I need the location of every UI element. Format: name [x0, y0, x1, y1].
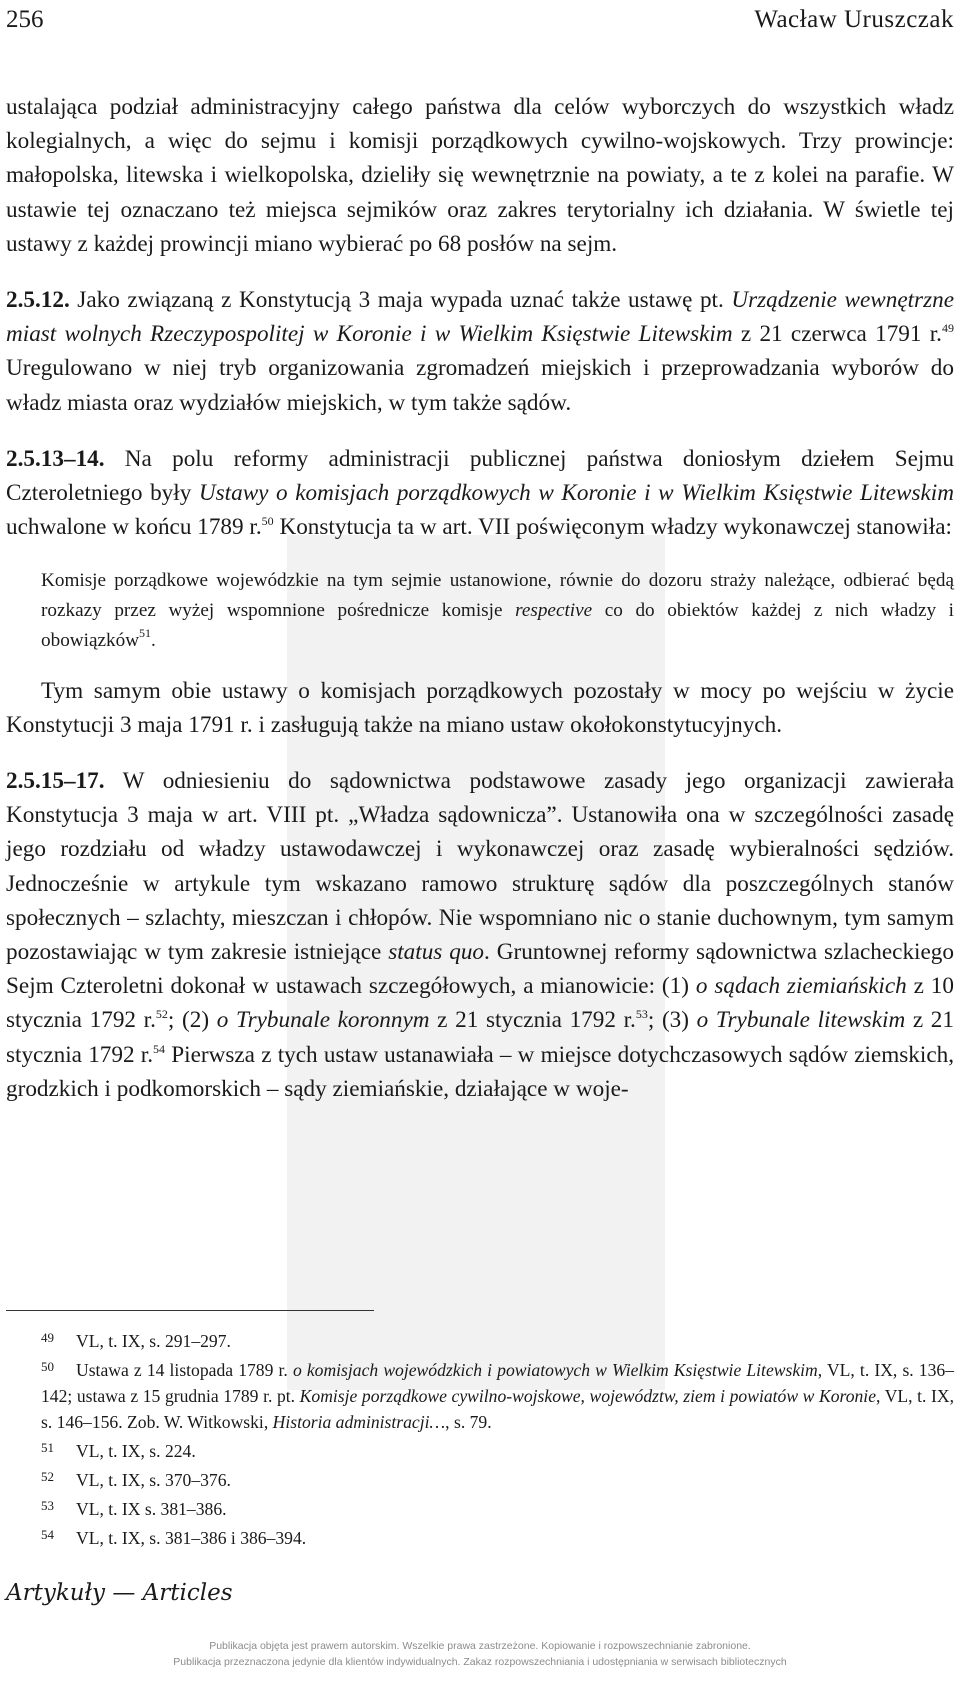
section-number: 2.5.15–17.: [6, 767, 105, 794]
footnote-text: VL, t. IX, s. 291–297.: [76, 1331, 231, 1351]
paragraph-1: [6, 90, 954, 261]
footnote-number: 52: [41, 1469, 54, 1484]
italic-term: status quo: [388, 938, 485, 965]
running-header: [6, 6, 954, 36]
text-run: uchwalone w końcu 1789 r.: [6, 514, 262, 541]
paragraph-1-text: ustalająca podział administracyjny całego państwa dla celów wyborczych do wszystkich władz kolegialnych, a więc do sejmu i komisji porządkowych cywilno-wojskowych. Trzy prowincje: małopolska, litewska i wielkopolska, dzieliły się wewnętrznie na powiaty, a te z kolei na parafie. W ustawie tej oznaczano też miejsca sejmików oraz zakres terytorialny ich działania. W świetle tej ustawy z każdej prowincji miano wybierać po 68 posłów na sejm.: [6, 94, 954, 257]
text-run: Jako związaną z Konstytucją 3 maja wypada uznać także ustawę pt.: [69, 287, 732, 314]
text-run: Pierwsza z tych ustaw ustanawiała – w miejsce dotychczasowych sądów ziemskich, grodzkich i podkomorskich – sądy ziemiańskie, działające w woje-: [6, 1041, 955, 1102]
footnote-text: VL, t. IX, s. 224.: [76, 1441, 196, 1461]
footnote-number: 50: [41, 1359, 54, 1374]
footnote-52: [6, 1464, 954, 1493]
text-run: co do obiektów każdej z nich władzy i obowiązków: [41, 600, 954, 651]
footnote-ref: 52: [155, 1007, 168, 1022]
footnote-54: [6, 1522, 954, 1551]
text-run: Uregulowano w niej tryb organizowania zgromadzeń miejskich i przeprowadzania wyborów do władz miasta oraz wydziałów miejskich, w tym także sądów.: [6, 355, 954, 416]
text-run: . Gruntownej reformy sądownictwa szlacheckiego Sejm Czteroletni dokonał w ustawach szczegółowych, a mianowicie: (1): [6, 938, 954, 1000]
footnote-ref: 53: [635, 1007, 648, 1022]
footnote-italic: o komisjach wojewódzkich i powiatowych w Wielkim Księstwie Litewskim: [292, 1360, 818, 1380]
copyright-line-1: Publikacja objęta jest prawem autorskim. Wszelkie prawa zastrzeżone. Kopiowanie i rozpowszechnianie zabronione.: [209, 1640, 751, 1652]
text-run: z 21 stycznia 1792 r.: [6, 1007, 954, 1068]
section-number: 2.5.13–14.: [6, 445, 105, 472]
paragraph-2-5-13-14: [6, 442, 954, 545]
act-title: o Trybunale litewskim: [696, 1007, 906, 1034]
footnote-text: , VL, t. IX, s. 146–156. Zob. W. Witkowski,: [41, 1386, 954, 1432]
paragraph-4: [6, 674, 954, 742]
text-run: Na polu reformy administracji publicznej państwa doniosłym dziełem Sejmu Czteroletniego były: [6, 445, 954, 507]
footnote-ref: 51: [139, 625, 152, 640]
text-run: z 21 stycznia 1792 r.: [429, 1007, 636, 1034]
footnote-number: 54: [41, 1527, 54, 1542]
page-number: 256: [6, 6, 44, 33]
act-title: o Trybunale koronnym: [216, 1007, 430, 1034]
italic-term: respective: [515, 600, 593, 622]
footnote-text: , s. 79.: [445, 1412, 492, 1432]
text-run: Komisje porządkowe wojewódzkie na tym sejmie ustanowione, równie do dozoru straży należące, odbierać będą rozkazy przez wyżej wspomnione pośrednicze komisje: [41, 570, 954, 622]
footnote-50: [6, 1354, 954, 1435]
footnote-text: VL, t. IX, s. 370–376.: [76, 1470, 231, 1490]
act-title: Ustawy o komisjach porządkowych w Koronie i w Wielkim Księstwie Litewskim: [198, 480, 954, 507]
text-run: z 10 stycznia 1792 r.: [6, 973, 954, 1034]
footnote-text: VL, t. IX, s. 381–386 i 386–394.: [76, 1528, 307, 1548]
footnote-ref: 50: [261, 514, 274, 529]
text-run: z 21 czerwca 1791 r.: [732, 321, 942, 348]
footnote-italic: Komisje porządkowe cywilno-wojskowe, województw, ziem i powiatów w Koronie: [299, 1386, 877, 1406]
footnote-text: Ustawa z 14 listopada 1789 r.: [76, 1360, 293, 1380]
footnote-ref: 54: [153, 1041, 166, 1056]
act-title: Urządzenie wewnętrzne miast wolnych Rzeczypospolitej w Koronie i w Wielkim Księstwie Litewskim: [6, 287, 954, 348]
copyright-line-2: Publikacja przeznaczona jedynie dla klientów indywidualnych. Zakaz rozpowszechniania i udostępniania w serwisach bibliotecznych: [173, 1656, 787, 1668]
footnote-number: 49: [41, 1330, 54, 1345]
footnote-divider: [6, 1310, 374, 1311]
copyright-notice: [0, 1638, 960, 1670]
footnote-ref: 49: [941, 321, 954, 336]
footnote-number: 51: [41, 1440, 54, 1455]
act-title: o sądach ziemiańskich: [695, 973, 907, 1000]
footnote-51: [6, 1435, 954, 1464]
footnote-49: [6, 1325, 954, 1354]
section-number: 2.5.12.: [6, 287, 70, 314]
block-quote: [41, 566, 954, 655]
footnote-italic: Historia administracji…: [272, 1412, 446, 1432]
paragraph-4-text: Tym samym obie ustawy o komisjach porządkowych pozostały w mocy po wejściu w życie Konstytucji 3 maja 1791 r. i zasługują także na miano ustaw okołokonstytucyjnych.: [6, 677, 954, 738]
journal-section-label: Artykuły — Articles: [6, 1580, 233, 1606]
footnote-number: 53: [41, 1498, 54, 1513]
main-text: [6, 90, 954, 1128]
text-run: W odniesieniu do sądownictwa podstawowe zasady jego organizacji zawierała Konstytucja 3 maja w art. VIII pt. „Władza sądownicza”. Ustanowiła ona w szczególności zasadę jego rozdziału od władzy ustawodawczej i wykonawczej oraz zasadę wybieralności sędziów. Jednocześnie w artykule tym wskazano ramowo strukturę sądów dla poszczególnych stanów społecznych – szlachty, mieszczan i chłopów. Nie wspomniano nic o stanie duchownym, tym samym pozostawiając w tym zakresie istniejące: [6, 767, 954, 965]
text-run: .: [151, 629, 156, 651]
footnote-text: , VL, t. IX, s. 136–142; ustawa z 15 grudnia 1789 r. pt.: [41, 1360, 954, 1406]
text-run: ; (3): [647, 1007, 697, 1034]
footnotes: [6, 1325, 954, 1551]
text-run: Konstytucja ta w art. VII poświęconym władzy wykonawczej stanowiła:: [273, 514, 952, 541]
footnote-text: VL, t. IX s. 381–386.: [76, 1499, 227, 1519]
paragraph-2-5-15-17: [6, 764, 954, 1106]
footnote-53: [6, 1493, 954, 1522]
paragraph-2-5-12: [6, 283, 954, 420]
running-author: Wacław Uruszczak: [754, 6, 954, 33]
text-run: ; (2): [167, 1007, 217, 1034]
